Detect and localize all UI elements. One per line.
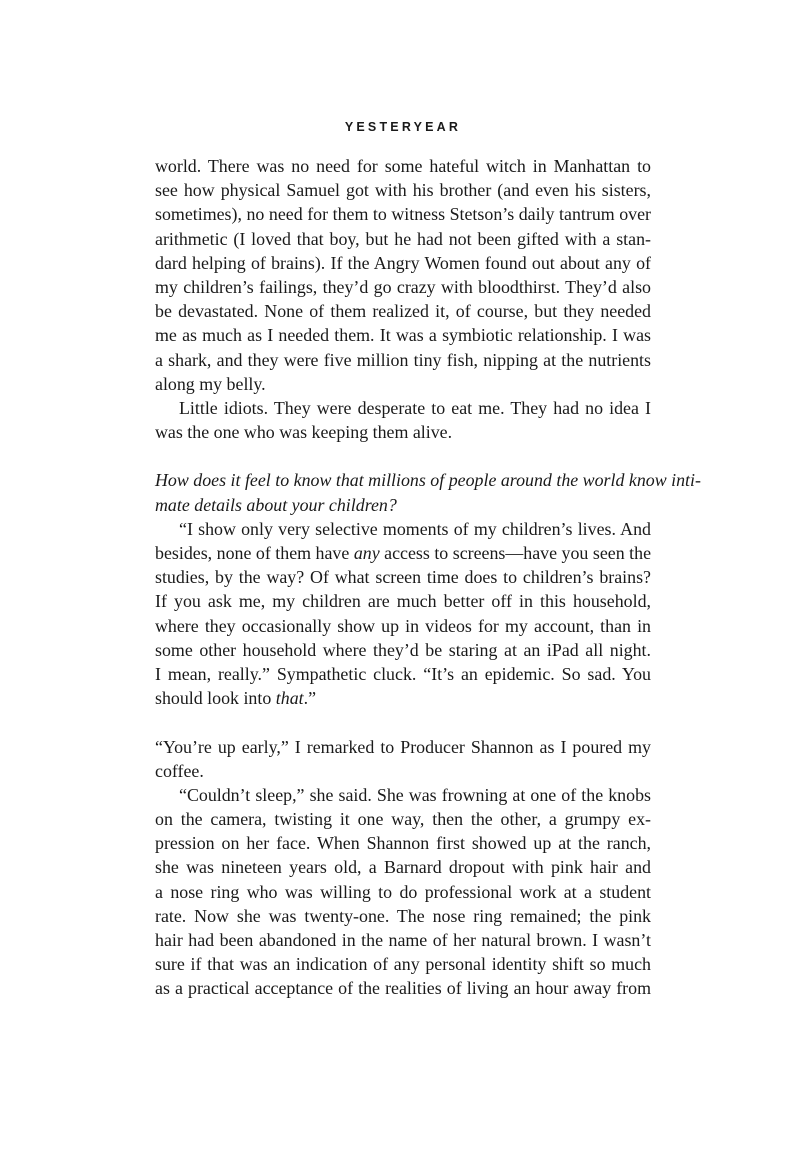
- text-line: [155, 275, 651, 299]
- text-segment: where they occasionally show up in videos for my account, than in: [155, 615, 651, 636]
- text-line: [155, 904, 651, 928]
- text-segment: rate. Now she was twenty-one. The nose ring remained; the pink: [155, 905, 651, 926]
- text-line: [155, 928, 651, 952]
- text-segment: hair had been abandoned in the name of her natural brown. I wasn’t: [155, 930, 651, 950]
- text-line: [155, 831, 651, 855]
- text-line: [155, 323, 651, 347]
- text-line: [155, 396, 651, 420]
- text-segment: “Couldn’t sleep,” she said. She was frowning at one of the knobs: [179, 784, 651, 805]
- text-segment: a nose ring who was willing to do professional work at a student: [155, 881, 651, 902]
- text-segment: dard helping of brains). If the Angry Women found out about any of: [155, 252, 651, 273]
- text-line: [155, 759, 651, 783]
- italic-text: that: [275, 688, 304, 709]
- text-line: [155, 735, 651, 759]
- text-segment: on the camera, twisting it one way, then the other, a grumpy ex-: [155, 809, 651, 830]
- text-line: [155, 517, 651, 541]
- text-segment: me as much as I needed them. It was a symbiotic relationship. I was: [155, 325, 651, 346]
- text-segment: world. There was no need for some hateful witch in Manhattan to: [155, 156, 651, 176]
- text-segment: studies, by the way? Of what screen time does to children’s brains?: [155, 567, 651, 588]
- text-line: [155, 686, 651, 710]
- text-segment: be devastated. None of them realized it, of course, but they needed: [155, 301, 651, 322]
- text-segment: If you ask me, my children are much better off in this household,: [155, 591, 651, 612]
- text-line: [155, 541, 651, 565]
- text-segment: I mean, really.” Sympathetic cluck. “It’s an epidemic. So sad. You: [155, 663, 651, 684]
- body-text: [155, 154, 701, 1001]
- italic-text: any: [353, 543, 380, 563]
- text-line: [155, 299, 651, 323]
- text-segment: access to screens—have you seen the: [379, 543, 652, 563]
- text-line: [155, 468, 701, 492]
- text-line: [155, 493, 651, 517]
- text-segment: arithmetic (I loved that boy, but he had not been gifted with a stan-: [155, 228, 651, 249]
- text-line: [155, 178, 651, 202]
- italic-text: mate details about your children?: [155, 494, 397, 515]
- section-break: [155, 444, 651, 468]
- text-segment: my children’s failings, they’d go crazy with bloodthirst. They’d also: [155, 276, 651, 297]
- section-break: [155, 710, 651, 734]
- text-segment: .”: [303, 688, 317, 709]
- text-segment: sometimes), no need for them to witness Stetson’s daily tantrum over: [155, 204, 651, 225]
- text-line: [155, 589, 651, 613]
- text-segment: she was nineteen years old, a Barnard dropout with pink hair and: [155, 857, 651, 878]
- text-segment: pression on her face. When Shannon first showed up at the ranch,: [155, 833, 651, 854]
- running-head: YESTERYEAR: [344, 120, 462, 134]
- text-segment: some other household where they’d be staring at an iPad all night.: [155, 639, 651, 660]
- text-segment: coffee.: [155, 760, 204, 781]
- text-line: [155, 202, 651, 226]
- text-segment: “I show only very selective moments of my children’s lives. And: [179, 518, 651, 539]
- text-line: [155, 662, 651, 686]
- italic-text: How does it feel to know that millions of people around the world know inti-: [155, 470, 701, 491]
- text-segment: “You’re up early,” I remarked to Producer Shannon as I poured my: [155, 736, 651, 757]
- text-line: [155, 154, 651, 178]
- text-line: [155, 783, 651, 807]
- book-page: [155, 120, 701, 1001]
- text-line: [155, 952, 651, 976]
- text-segment: sure if that was an indication of any personal identity shift so much: [155, 954, 651, 975]
- text-line: [155, 976, 651, 1000]
- text-line: [155, 638, 651, 662]
- text-line: [155, 348, 651, 372]
- text-segment: Little idiots. They were desperate to eat me. They had no idea I: [179, 397, 651, 418]
- text-line: [155, 372, 651, 396]
- text-line: [155, 251, 651, 275]
- text-line: [155, 420, 651, 444]
- text-line: [155, 855, 651, 879]
- text-segment: see how physical Samuel got with his brother (and even his sisters,: [155, 180, 651, 201]
- text-segment: along my belly.: [155, 373, 266, 394]
- text-segment: should look into: [155, 688, 276, 709]
- text-segment: a shark, and they were five million tiny fish, nipping at the nutrients: [155, 349, 651, 370]
- text-line: [155, 614, 651, 638]
- text-line: [155, 880, 651, 904]
- text-line: [155, 565, 651, 589]
- text-segment: was the one who was keeping them alive.: [155, 422, 453, 443]
- text-line: [155, 227, 651, 251]
- text-segment: besides, none of them have: [155, 543, 354, 563]
- text-line: [155, 807, 651, 831]
- text-segment: as a practical acceptance of the realities of living an hour away from: [155, 978, 651, 999]
